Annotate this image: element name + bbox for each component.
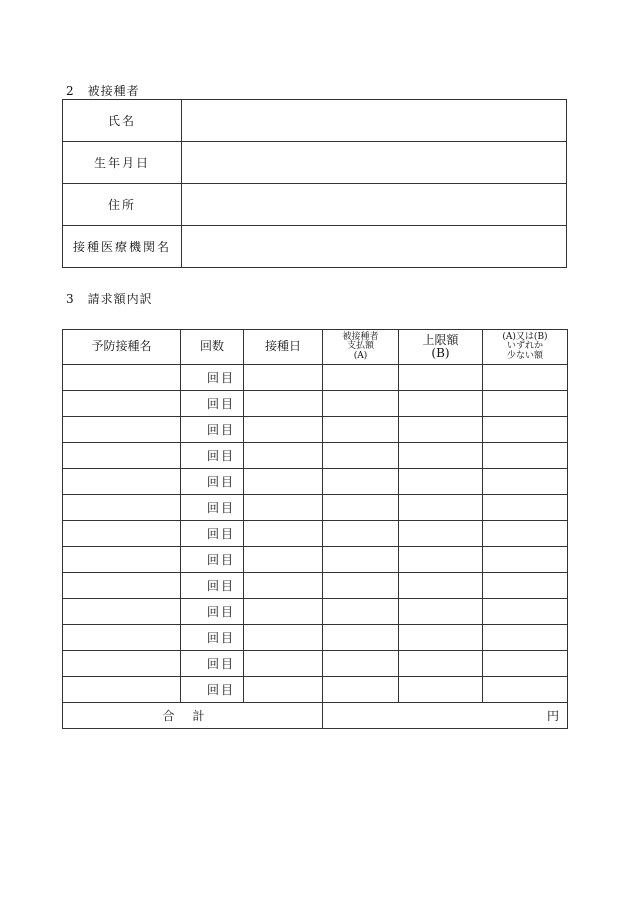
vaccine-name-cell[interactable] <box>63 365 181 391</box>
limit-amount-cell[interactable] <box>399 391 483 417</box>
count-cell[interactable]: 回目 <box>181 677 244 703</box>
vaccine-name-cell[interactable] <box>63 599 181 625</box>
date-cell[interactable] <box>244 495 323 521</box>
count-cell[interactable]: 回目 <box>181 469 244 495</box>
date-cell[interactable] <box>244 651 323 677</box>
count-cell[interactable]: 回目 <box>181 599 244 625</box>
claim-rows <box>63 365 568 703</box>
vaccine-name-cell[interactable] <box>63 417 181 443</box>
recipient-row-institution <box>63 226 567 268</box>
recipient-table <box>62 99 567 268</box>
paid-amount-cell[interactable] <box>323 443 399 469</box>
limit-amount-cell[interactable] <box>399 651 483 677</box>
lesser-amount-cell[interactable] <box>483 365 568 391</box>
header-paid-line2: 支払額 <box>346 341 374 352</box>
lesser-amount-cell[interactable] <box>483 599 568 625</box>
claim-breakdown-table <box>62 329 568 729</box>
paid-amount-cell[interactable] <box>323 625 399 651</box>
recipient-row-name <box>63 100 567 142</box>
header-limit-line1: 上限額 <box>422 332 459 347</box>
recipient-institution-field[interactable] <box>182 226 567 268</box>
vaccine-name-cell[interactable] <box>63 547 181 573</box>
paid-amount-cell[interactable] <box>323 651 399 677</box>
lesser-amount-cell[interactable] <box>483 651 568 677</box>
date-cell[interactable] <box>244 365 323 391</box>
claim-header-row <box>63 330 568 365</box>
recipient-row-address <box>63 184 567 226</box>
count-cell[interactable]: 回目 <box>181 495 244 521</box>
table-row <box>63 573 568 599</box>
header-count: 回数 <box>181 330 244 365</box>
lesser-amount-cell[interactable] <box>483 417 568 443</box>
count-cell[interactable]: 回目 <box>181 573 244 599</box>
recipient-address-label: 住所 <box>63 184 182 226</box>
limit-amount-cell[interactable] <box>399 625 483 651</box>
count-cell[interactable]: 回目 <box>181 651 244 677</box>
paid-amount-cell[interactable] <box>323 599 399 625</box>
vaccine-name-cell[interactable] <box>63 521 181 547</box>
header-date: 接種日 <box>244 330 323 365</box>
vaccine-name-cell[interactable] <box>63 391 181 417</box>
limit-amount-cell[interactable] <box>399 495 483 521</box>
count-cell[interactable]: 回目 <box>181 625 244 651</box>
table-row <box>63 443 568 469</box>
paid-amount-cell[interactable] <box>323 391 399 417</box>
total-label: 合計 <box>63 703 323 729</box>
paid-amount-cell[interactable] <box>323 677 399 703</box>
count-cell[interactable]: 回目 <box>181 365 244 391</box>
limit-amount-cell[interactable] <box>399 547 483 573</box>
total-amount-field[interactable]: 円 <box>323 703 568 729</box>
date-cell[interactable] <box>244 547 323 573</box>
header-paid-line1: 被接種者 <box>342 331 379 342</box>
lesser-amount-cell[interactable] <box>483 495 568 521</box>
header-limit-amount <box>399 330 483 365</box>
table-row <box>63 391 568 417</box>
recipient-name-label: 氏名 <box>63 100 182 142</box>
header-lesser-line1: (A)又は(B) <box>502 331 548 342</box>
limit-amount-cell[interactable] <box>399 599 483 625</box>
date-cell[interactable] <box>244 469 323 495</box>
vaccine-name-cell[interactable] <box>63 625 181 651</box>
count-cell[interactable]: 回目 <box>181 417 244 443</box>
count-cell[interactable]: 回目 <box>181 521 244 547</box>
limit-amount-cell[interactable] <box>399 443 483 469</box>
date-cell[interactable] <box>244 573 323 599</box>
table-row <box>63 365 568 391</box>
header-vaccine-name: 予防接種名 <box>63 330 181 365</box>
total-row <box>63 703 568 729</box>
date-cell[interactable] <box>244 677 323 703</box>
vaccine-name-cell[interactable] <box>63 573 181 599</box>
paid-amount-cell[interactable] <box>323 417 399 443</box>
section-2-title: 2 被接種者 <box>66 84 140 98</box>
recipient-institution-label: 接種医療機関名 <box>63 226 182 268</box>
count-cell[interactable]: 回目 <box>181 443 244 469</box>
table-row <box>63 625 568 651</box>
vaccine-name-cell[interactable] <box>63 495 181 521</box>
limit-amount-cell[interactable] <box>399 365 483 391</box>
lesser-amount-cell[interactable] <box>483 521 568 547</box>
date-cell[interactable] <box>244 417 323 443</box>
date-cell[interactable] <box>244 521 323 547</box>
table-row <box>63 651 568 677</box>
recipient-name-field[interactable] <box>182 100 567 142</box>
date-cell[interactable] <box>244 443 323 469</box>
vaccine-name-cell[interactable] <box>63 443 181 469</box>
limit-amount-cell[interactable] <box>399 573 483 599</box>
count-cell[interactable]: 回目 <box>181 547 244 573</box>
vaccine-name-cell[interactable] <box>63 677 181 703</box>
table-row <box>63 495 568 521</box>
paid-amount-cell[interactable] <box>323 573 399 599</box>
date-cell[interactable] <box>244 625 323 651</box>
lesser-amount-cell[interactable] <box>483 443 568 469</box>
lesser-amount-cell[interactable] <box>483 677 568 703</box>
paid-amount-cell[interactable] <box>323 495 399 521</box>
lesser-amount-cell[interactable] <box>483 625 568 651</box>
header-paid-line3: (A) <box>353 350 368 361</box>
recipient-address-field[interactable] <box>182 184 567 226</box>
table-row <box>63 469 568 495</box>
vaccine-name-cell[interactable] <box>63 651 181 677</box>
table-row <box>63 417 568 443</box>
lesser-amount-cell[interactable] <box>483 573 568 599</box>
date-cell[interactable] <box>244 391 323 417</box>
limit-amount-cell[interactable] <box>399 521 483 547</box>
paid-amount-cell[interactable] <box>323 365 399 391</box>
header-lesser-line2: いずれか <box>506 341 543 352</box>
lesser-amount-cell[interactable] <box>483 547 568 573</box>
lesser-amount-cell[interactable] <box>483 391 568 417</box>
count-cell[interactable]: 回目 <box>181 391 244 417</box>
header-paid-amount <box>323 330 399 365</box>
header-lesser-amount <box>483 330 568 365</box>
table-row <box>63 547 568 573</box>
recipient-birthdate-label: 生年月日 <box>63 142 182 184</box>
paid-amount-cell[interactable] <box>323 547 399 573</box>
table-row <box>63 521 568 547</box>
limit-amount-cell[interactable] <box>399 469 483 495</box>
table-row <box>63 677 568 703</box>
header-limit-line2: (B) <box>431 346 450 360</box>
table-row <box>63 599 568 625</box>
paid-amount-cell[interactable] <box>323 521 399 547</box>
paid-amount-cell[interactable] <box>323 469 399 495</box>
recipient-birthdate-field[interactable] <box>182 142 567 184</box>
section-3-title: 3 請求額内訳 <box>66 292 153 306</box>
limit-amount-cell[interactable] <box>399 677 483 703</box>
vaccine-name-cell[interactable] <box>63 469 181 495</box>
lesser-amount-cell[interactable] <box>483 469 568 495</box>
limit-amount-cell[interactable] <box>399 417 483 443</box>
header-lesser-line3: 少ない額 <box>506 350 543 361</box>
date-cell[interactable] <box>244 599 323 625</box>
recipient-row-birthdate <box>63 142 567 184</box>
